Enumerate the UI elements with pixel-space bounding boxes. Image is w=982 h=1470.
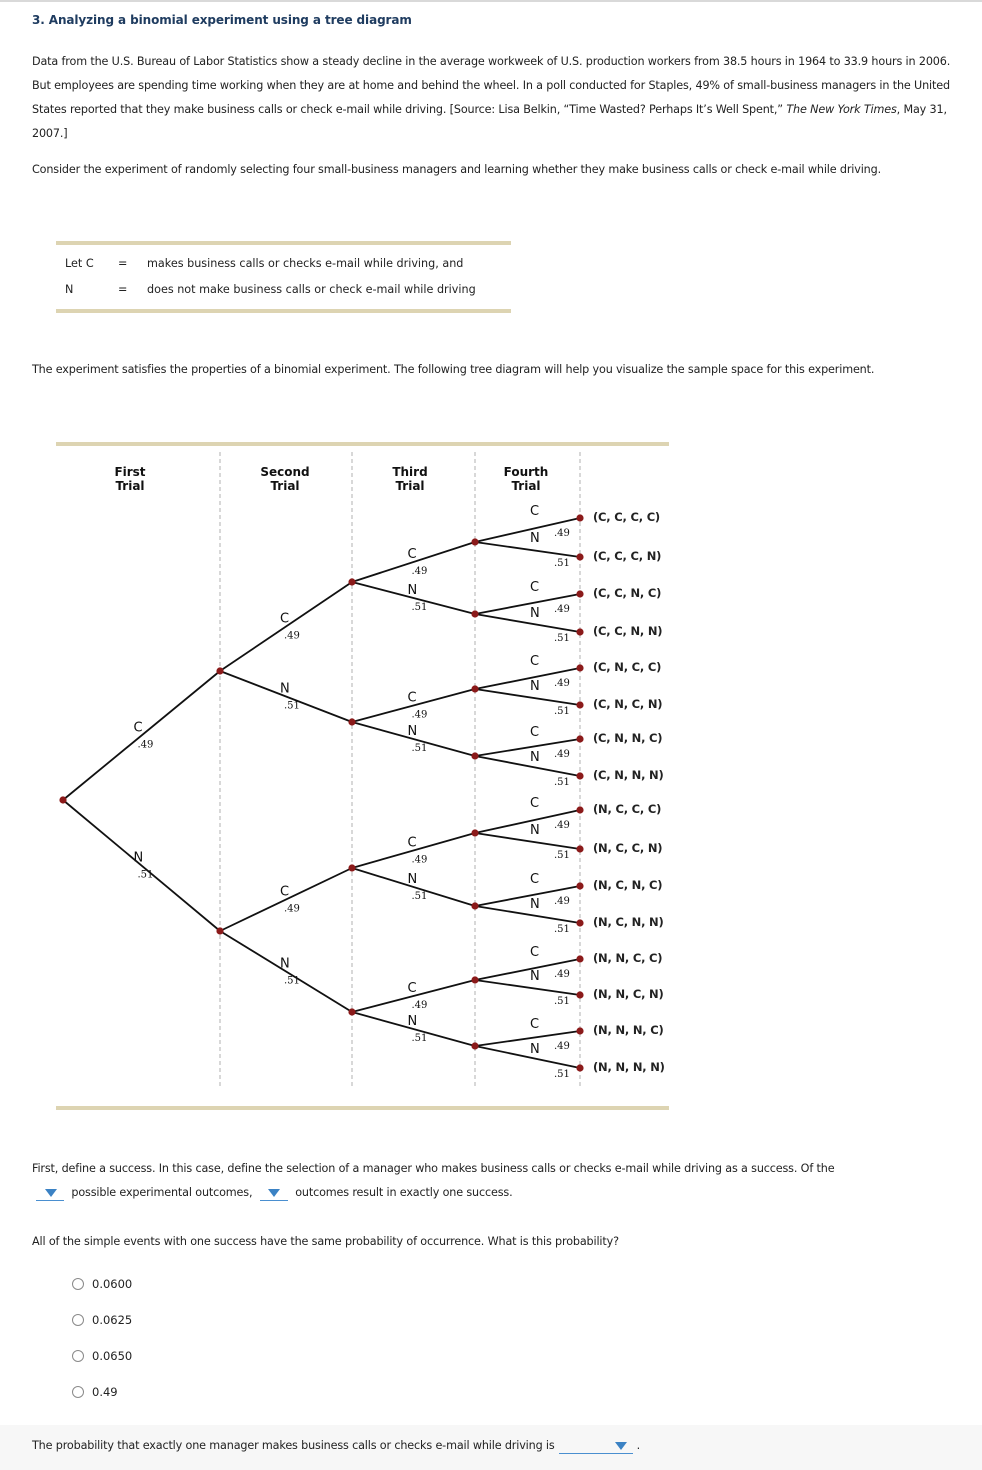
question3-suffix: . — [636, 1439, 640, 1452]
intro-text-end: , May 31, 2007.] — [32, 103, 947, 140]
header-line: Trial — [395, 479, 425, 493]
svg-text:C: C — [530, 725, 540, 740]
outcome-label: (C, C, N, N) — [593, 624, 663, 638]
svg-text:.51: .51 — [411, 1033, 428, 1044]
svg-text:.49: .49 — [554, 969, 570, 980]
equals-sign: = — [118, 257, 128, 270]
svg-text:C: C — [280, 611, 290, 627]
question1 — [32, 1157, 952, 1205]
outcome-label: (N, C, C, N) — [593, 841, 663, 855]
svg-text:C: C — [530, 504, 540, 519]
outcome-label: (N, N, N, N) — [593, 1060, 665, 1074]
header-line: Second — [260, 465, 310, 479]
svg-text:N: N — [280, 956, 290, 972]
svg-text:.49: .49 — [554, 896, 570, 907]
experiment-paragraph: Consider the experiment of randomly selecting four small-business managers and learning whether they make business calls or check e-mail while driving. — [32, 163, 881, 176]
definition-value: makes business calls or checks e-mail while driving, and — [147, 257, 464, 270]
svg-text:.51: .51 — [411, 602, 428, 613]
header-line: Fourth — [503, 465, 549, 479]
dropdown-arrow-icon — [615, 1442, 627, 1450]
svg-text:.49: .49 — [554, 1041, 570, 1052]
binomial-note: The experiment satisfies the properties of a binomial experiment. The following tree diagram will help you visualize the sample space for this experiment. — [32, 363, 875, 376]
probability-dropdown[interactable] — [559, 1439, 633, 1454]
outcome-label: (N, C, N, N) — [593, 915, 664, 929]
svg-text:C: C — [530, 580, 540, 595]
svg-text:.49: .49 — [411, 566, 428, 577]
svg-text:N: N — [407, 872, 418, 887]
svg-text:.51: .51 — [284, 975, 300, 987]
question1-text-end: outcomes result in exactly one success. — [295, 1186, 513, 1199]
svg-text:N: N — [407, 583, 418, 598]
svg-text:.51: .51 — [554, 633, 570, 644]
svg-text:C: C — [133, 720, 143, 736]
dropdown-arrow-icon — [45, 1189, 57, 1197]
header-line: Trial — [115, 479, 145, 493]
option-label: 0.0650 — [92, 1349, 133, 1363]
one-success-outcomes-dropdown[interactable] — [260, 1186, 288, 1201]
svg-text:.51: .51 — [554, 1069, 570, 1080]
svg-text:C: C — [530, 872, 540, 887]
radio-button[interactable] — [72, 1350, 84, 1362]
svg-text:C: C — [280, 884, 290, 900]
svg-text:.49: .49 — [554, 820, 570, 831]
svg-text:.51: .51 — [284, 700, 300, 712]
svg-text:N: N — [530, 679, 540, 694]
svg-text:.49: .49 — [554, 604, 570, 615]
intro-text: Data from the U.S. Bureau of Labor Statistics show a steady decline in the average workweek of U.S. production workers from 38.5 hours in 1964 to 33.9 hours in 2006. But employees are spending time working when they are at home and behind the wheel. In a poll conducted for Staples, 49% of small-business managers in the United States reported that they make business calls or check e-mail while driving. [Source: Lisa Belkin, “Time Wasted? Perhaps It’s Well Spent,” — [32, 55, 951, 116]
radio-button[interactable] — [72, 1314, 84, 1326]
header-line: First — [114, 465, 146, 479]
svg-text:.51: .51 — [554, 996, 570, 1007]
source-publication: The New York Times — [786, 103, 897, 116]
svg-text:N: N — [530, 750, 540, 765]
svg-text:N: N — [530, 897, 540, 912]
question1-text: First, define a success. In this case, define the selection of a manager who makes business calls or checks e-mail while driving as a success. Of the — [32, 1162, 835, 1175]
radio-button[interactable] — [72, 1278, 84, 1290]
svg-text:.49: .49 — [137, 739, 154, 751]
option-label: 0.0625 — [92, 1313, 133, 1327]
question-title: 3. Analyzing a binomial experiment using a tree diagram — [32, 13, 412, 27]
option-0.49[interactable] — [72, 1385, 118, 1399]
svg-text:C: C — [407, 835, 417, 851]
svg-text:.51: .51 — [554, 706, 570, 717]
outcome-label: (N, C, N, C) — [593, 878, 663, 892]
header-line: Trial — [270, 479, 300, 493]
outcome-label: (N, C, C, C) — [593, 802, 662, 816]
svg-text:.51: .51 — [554, 924, 570, 935]
svg-text:.49: .49 — [284, 630, 300, 642]
svg-text:C: C — [530, 1017, 540, 1032]
svg-text:.51: .51 — [411, 743, 428, 754]
option-label: 0.49 — [92, 1385, 118, 1399]
question2-prompt: All of the simple events with one success have the same probability of occurrence. What is this probability? — [32, 1235, 619, 1248]
outcome-label: (C, N, C, C) — [593, 660, 662, 674]
radio-button[interactable] — [72, 1386, 84, 1398]
svg-text:.49: .49 — [554, 528, 570, 539]
outcome-label: (C, N, N, N) — [593, 768, 664, 782]
svg-text:C: C — [407, 981, 417, 996]
svg-text:.49: .49 — [284, 903, 300, 915]
svg-text:N: N — [280, 681, 290, 697]
outcome-label: (N, N, C, N) — [593, 987, 664, 1001]
svg-text:N: N — [407, 724, 418, 739]
header-line: Third — [392, 465, 428, 479]
header-line: Trial — [511, 479, 541, 493]
outcome-label: (C, N, N, C) — [593, 731, 663, 745]
svg-text:N: N — [407, 1014, 418, 1029]
svg-text:N: N — [530, 606, 540, 621]
svg-text:.49: .49 — [554, 678, 570, 689]
svg-text:C: C — [530, 945, 540, 960]
svg-text:N: N — [530, 969, 540, 984]
question1-text-mid: possible experimental outcomes, — [71, 1186, 253, 1199]
svg-text:C: C — [407, 547, 417, 562]
svg-text:C: C — [530, 796, 540, 811]
svg-text:N: N — [530, 531, 540, 546]
outcome-label: (C, C, C, N) — [593, 549, 662, 563]
svg-text:.49: .49 — [554, 749, 570, 760]
svg-text:N: N — [530, 1042, 540, 1057]
outcome-label: (N, N, C, C) — [593, 951, 663, 965]
outcome-label: (N, N, N, C) — [593, 1023, 664, 1037]
svg-text:C: C — [407, 690, 417, 706]
option-label: 0.0600 — [92, 1277, 133, 1291]
svg-text:.49: .49 — [411, 1000, 428, 1011]
svg-text:.49: .49 — [411, 854, 428, 866]
outcome-label: (C, N, C, N) — [593, 697, 663, 711]
svg-text:.51: .51 — [137, 869, 154, 881]
outcome-label: (C, C, C, C) — [593, 510, 660, 524]
equals-sign: = — [118, 283, 128, 296]
svg-text:N: N — [530, 823, 540, 838]
definition-value: does not make business calls or check e-mail while driving — [147, 283, 476, 296]
definition-key: Let C — [65, 257, 94, 270]
outcome-label: (C, C, N, C) — [593, 586, 662, 600]
question3-text: The probability that exactly one manager makes business calls or checks e-mail while driving is — [32, 1439, 555, 1452]
question3 — [32, 1434, 952, 1458]
svg-text:.51: .51 — [554, 850, 570, 861]
tree-nodes — [59, 514, 583, 1071]
tree-branches — [63, 518, 580, 1068]
svg-text:N: N — [133, 850, 144, 866]
total-outcomes-dropdown[interactable] — [36, 1186, 64, 1201]
option-0.0600[interactable] — [72, 1277, 132, 1291]
svg-text:.49: .49 — [411, 709, 428, 721]
dropdown-arrow-icon — [268, 1189, 280, 1197]
svg-text:.51: .51 — [411, 891, 428, 902]
option-0.0625[interactable] — [72, 1313, 132, 1327]
svg-text:C: C — [530, 654, 540, 669]
trial-guide-lines — [220, 452, 580, 1086]
svg-text:.51: .51 — [554, 777, 570, 788]
definition-key: N — [65, 283, 74, 296]
svg-text:.51: .51 — [554, 558, 570, 569]
option-0.0650[interactable] — [72, 1349, 132, 1363]
